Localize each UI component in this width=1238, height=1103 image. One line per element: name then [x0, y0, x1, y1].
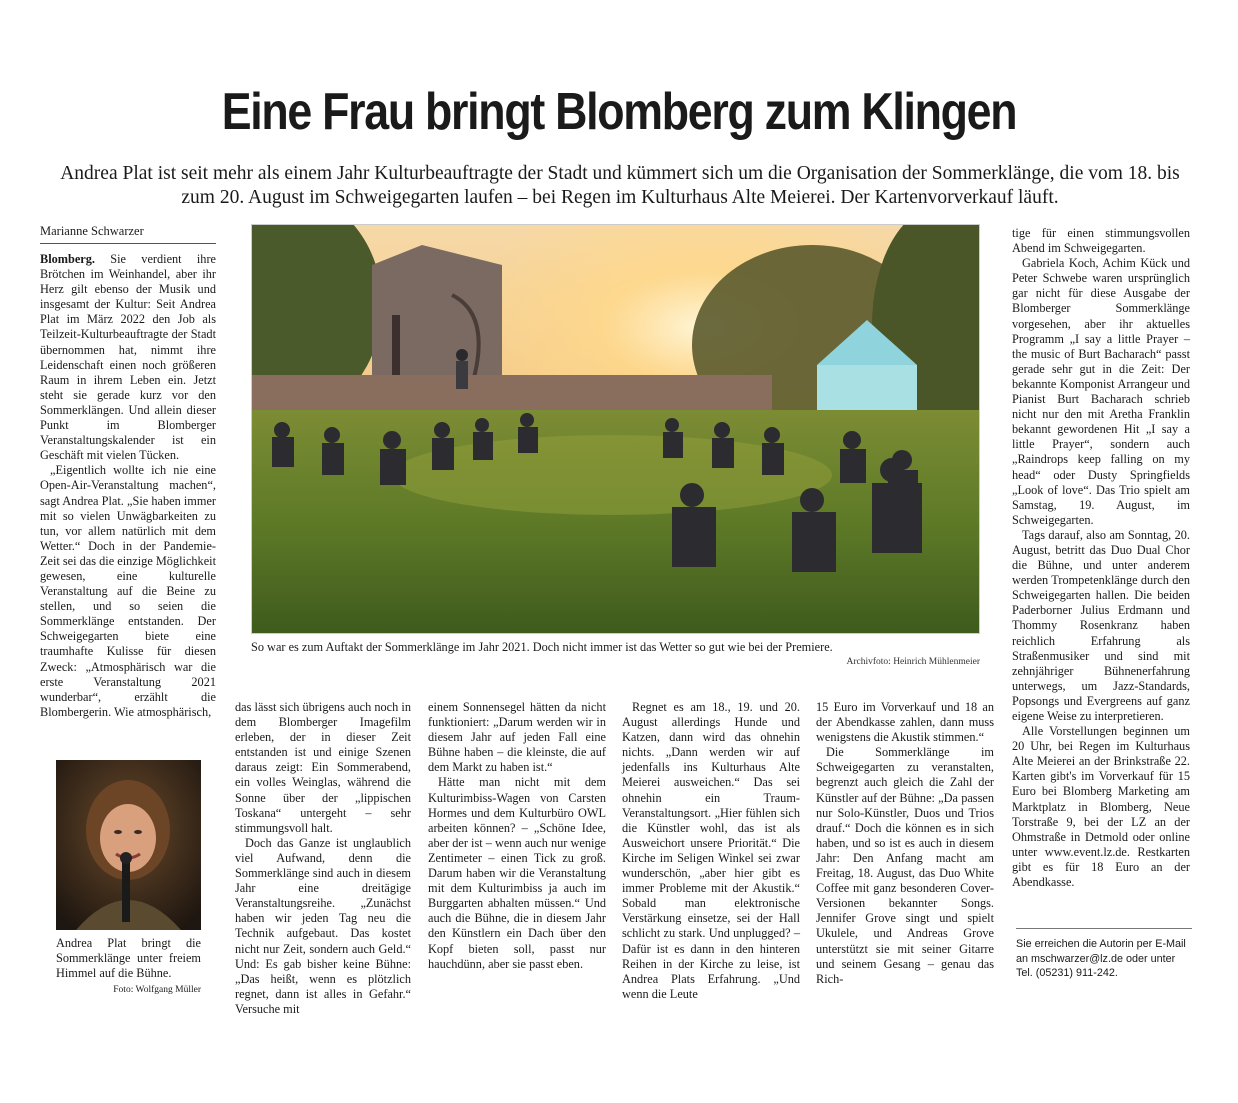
concert-photo-caption: So war es zum Auftakt der Sommerklänge im Jahr 2021. Doch nicht immer ist das Wetter so gut wie bei der Premiere.	[251, 640, 833, 654]
portrait-caption	[56, 936, 201, 998]
left-paragraph-2: „Eigentlich wollte ich nie eine Open-Air-Veranstaltung machen“, sagt Andrea Plat. „Sie haben immer mit so vielen Unwägbarkeiten zu tun, vor allem natürlich mit dem Wetter.“ Doch in der Pandemie-Zeit sei das die einzige Möglichkeit gewesen, eine kulturelle Veranstaltung auf die Beine zu stellen, und so seien die Sommerklänge entstanden. Der Schweigegarten biete eine traumhafte Kulisse für diesen Zweck: „Atmosphärisch war die erste Veranstaltung 2021 wunderbar“, erzählt die Blombergerin. Wie atmosphärisch,	[40, 463, 216, 719]
col3-paragraph-2: Hätte man nicht mit dem Kulturimbiss-Wagen von Carsten Hormes und dem Kulturbüro OWL arbeiten können? – „Schöne Idee, aber der ist – wenn auch nur wenige Zentimeter – einen Tick zu groß. Darum haben wir die Veranstaltung mit dem Kulturimbiss ja auch im Burggarten abhalten müssen.“ Und auch die Bühne, die in diesem Jahr den Künstlern ein Dach über den Kopf bieten soll, passt nur hauchdünn, aber sie passt eben.	[428, 775, 606, 971]
concert-photo	[251, 224, 980, 634]
article-column-2	[235, 700, 411, 1017]
article-column-5	[816, 700, 994, 987]
right-paragraph-4: Alle Vorstellungen beginnen um 20 Uhr, bei Regen im Kulturhaus Alte Meierei an der Brinkstraße 22. Karten gibt's im Vorverkauf für 15 Euro bei Blomberg Marketing am Marktplatz in Blomberg, Neue Torstraße 9, bei der LZ an der Ohmstraße in Detmold oder online unter www.event.lz.de. Restkarten gibt es für 18 Euro an der Abendkasse.	[1012, 724, 1190, 890]
right-paragraph-2: Gabriela Koch, Achim Kück und Peter Schwebe waren ursprünglich gar nicht für diese Ausgabe der Blomberger Sommerklänge vorgesehen, aber ihr aktuelles Programm „I say a little Prayer – the music of Burt Bacharach“ passt gerade sehr gut in die Zeit: Der bekannte Komponist Arrangeur und Pianist Burt Bacharach schrieb nicht nur den mit Aretha Franklin bekannt gewordenen Hit „I say a little Prayer“, sondern auch „Raindrops keep falling on my head“ oder Dusty Springfields „Look of love“. Das Trio spielt am Samstag, 19. August, im Schweigegarten.	[1012, 256, 1190, 527]
col3-paragraph-1: einem Sonnensegel hätten da nicht funktioniert: „Darum werden wir in diesem Jahr auf jeden Fall eine Bühne haben – die kleinste, die auf dem Markt zu haben ist.“	[428, 700, 606, 775]
col4-paragraph-1: Regnet es am 18., 19. und 20. August allerdings Hunde und Katzen, dann wird das ohnehin nichts. „Dann werden wir auf jedenfalls ins Kulturhaus Alte Meierei ausweichen.“ Das sei ohnehin ein Traum-Veranstaltungsort. „Hier fühlen sich die Künstler wohl, das ist als Ausweichort unsere Priorität.“ Die Kirche im Seligen Winkel sei zwar wunderschön, „aber hier gibt es immer Probleme mit der Akustik.“ Sobald man elektronische Verstärkung einsetze, sei der Hall schlicht zu stark. Und unplugged? – Dafür ist es dann in den hinteren Reihen in der Kirche zu leise, ist Andrea Plats Erfahrung. „Und wenn die Leute	[622, 700, 800, 1001]
author-byline: Marianne Schwarzer	[40, 224, 216, 244]
left-paragraph-1-text: Sie verdient ihre Brötchen im Weinhandel, aber ihr Herz gilt ebenso der Musik und insgesamt der Kultur: Seit Andrea Plat im März 2022 den Job als Teilzeit-Kulturbeauftragte der Stadt übernommen hat, nimmt ihre Leidenschaft einen noch größeren Raum in ihrem Leben ein. Jetzt steht sie gerade kurz vor den Sommerklängen. Und allein dieser Punkt im Blomberger Veranstaltungskalender ist ein Geschäft mit vielen Tücken.	[40, 252, 216, 463]
portrait-credit: Foto: Wolfgang Müller	[113, 985, 201, 995]
col2-paragraph-2: Doch das Ganze ist unglaublich viel Aufwand, denn die Sommerklänge sind auch in diesem Jahr eine dreitägige Veranstaltungsreihe. „Zunächst haben wir jeden Tag neu die Technik aufgebaut. Das kostet nicht nur Zeit, sondern auch Geld.“ Und: Es gab bisher keine Bühne: „Das heißt, wenn es plötzlich regnet, dann ist alles in Gefahr.“ Versuche mit	[235, 835, 411, 1016]
portrait-caption-text: Andrea Plat bringt die Sommerklänge unter freiem Himmel auf die Bühne.	[56, 936, 201, 980]
portrait-photo-image	[56, 760, 201, 930]
col2-paragraph-1: das lässt sich übrigens auch noch in dem Blomberger Imagefilm erleben, der in dieser Zeit entstanden ist und einige Szenen daraus zeigt: Ein Sommerabend, ein volles Weinglas, während die Sonne über der „lippischen Toskana“ untergeht – sehr stimmungsvoll halt.	[235, 700, 411, 835]
author-contact: Sie erreichen die Autorin per E-Mail an mschwarzer@lz.de oder unter Tel. (05231) 911-242.	[1016, 928, 1192, 981]
portrait-photo	[56, 760, 201, 930]
col5-paragraph-1: 15 Euro im Vorverkauf und 18 an der Abendkasse zahlen, dann muss wenigstens die Akustik stimmen.“	[816, 700, 994, 745]
left-paragraph-1	[40, 252, 216, 463]
headline: Eine Frau bringt Blomberg zum Klingen	[221, 83, 1017, 141]
concert-photo-credit: Archivfoto: Heinrich Mühlenmeier	[846, 657, 980, 667]
concert-photo-image	[252, 225, 979, 633]
col5-paragraph-2: Die Sommerklänge im Schweigegarten zu veranstalten, begrenzt auch gleich die Zahl der Künstler auf der Bühne: „Da passen nur Solo-Künstler, Duos und Trios drauf.“ Doch die können es in sich haben, und so ist es auch in diesem Jahr: Den Anfang macht am Freitag, 18. August, das Duo White Coffee mit ganz besonderen Cover-Versionen bekannter Songs. Jennifer Grove singt und spielt Ukulele, und Andreas Grove unterstützt sie mit seiner Gitarre und seinem Gesang – genau das Rich-	[816, 745, 994, 986]
location-marker: Blomberg.	[40, 252, 95, 266]
subhead: Andrea Plat ist seit mehr als einem Jahr Kulturbeauftragte der Stadt und kümmert sich um die Organisation der Sommerklänge, die vom 18. bis zum 20. August im Schweigegarten laufen – bei Regen im Kulturhaus Alte Meierei. Der Kartenvorverkauf läuft.	[60, 163, 1180, 208]
right-paragraph-3: Tags darauf, also am Sonntag, 20. August, betritt das Duo Dual Chor die Bühne, und unter anderem werden Trompetenklänge durch den Schweigegarten hallen. Die beiden Paderborner Julius Erdmann und Thommy Rosenkranz haben reichlich Erfahrung als Straßenmusiker und sind mit zehnjähriger Bühnenerfahrung unterwegs, um Jazz-Standards, Popsongs und Evergreens auf ganz eigene Weise zu interpretieren.	[1012, 527, 1190, 723]
right-paragraph-1: tige für einen stimmungsvollen Abend im Schweigegarten.	[1012, 226, 1190, 256]
right-column	[1012, 226, 1190, 890]
article-column-4	[622, 700, 800, 1002]
article-column-3	[428, 700, 606, 972]
left-column	[40, 252, 216, 720]
